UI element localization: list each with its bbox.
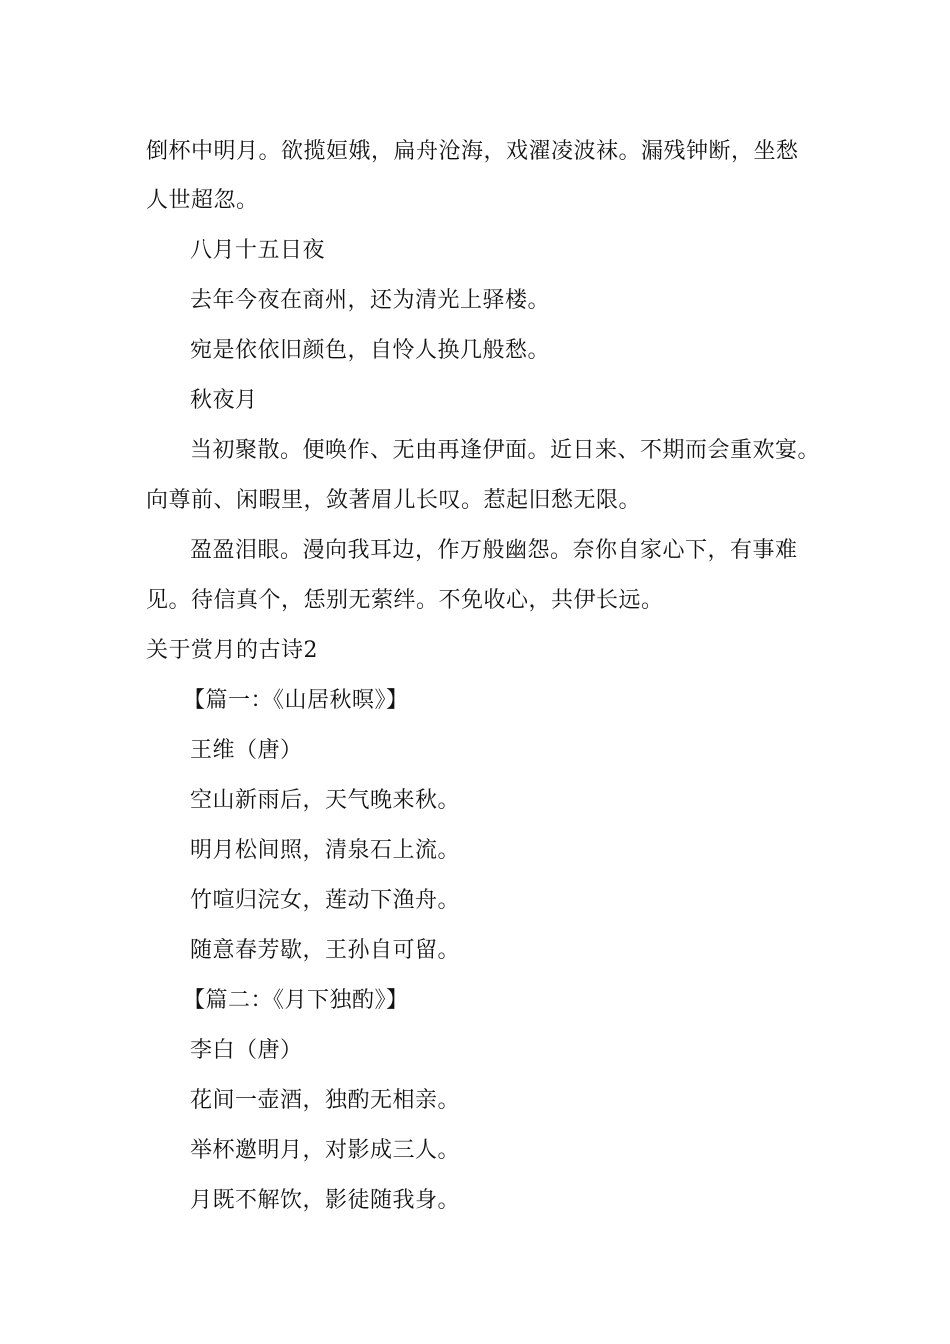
poem-line: 随意春芳歇，王孙自可留。 [190, 938, 461, 963]
poem-heading: 【篇一：《山居秋暝》】 [183, 688, 409, 713]
poem-heading: 【篇二：《月下独酌》】 [183, 988, 409, 1013]
poem-title: 秋夜月 [190, 388, 258, 413]
poem-line: 月既不解饮，影徒随我身。 [190, 1188, 461, 1213]
poem-line: 举杯邀明月，对影成三人。 [190, 1138, 461, 1163]
poem-line: 去年今夜在商州，还为清光上驿楼。 [190, 288, 551, 313]
poem-title: 八月十五日夜 [190, 238, 326, 263]
poem-line: 明月松间照，清泉石上流。 [190, 838, 461, 863]
section-heading: 关于赏月的古诗2 [146, 638, 318, 663]
poem-author: 王维（唐） [190, 738, 303, 763]
paragraph-line: 见。待信真个，恁别无萦绊。不免收心，共伊长远。 [146, 588, 664, 613]
poem-line: 花间一壶酒，独酌无相亲。 [190, 1088, 461, 1113]
paragraph-line: 人世超忽。 [146, 188, 259, 213]
poem-line: 宛是依依旧颜色，自怜人换几般愁。 [190, 338, 551, 363]
paragraph-line: 向尊前、闲暇里，敛著眉儿长叹。惹起旧愁无限。 [146, 488, 642, 513]
paragraph-line: 倒杯中明月。欲揽姮娥，扁舟沧海，戏濯凌波袜。漏残钟断，坐愁 [146, 139, 799, 164]
paragraph-line: 盈盈泪眼。漫向我耳边，作万般幽怨。奈你自家心下，有事难 [190, 538, 798, 563]
paragraph-line: 当初聚散。便唤作、无由再逢伊面。近日来、不期而会重欢宴。 [190, 438, 821, 463]
poem-author: 李白（唐） [190, 1038, 303, 1063]
poem-line: 竹喧归浣女，莲动下渔舟。 [190, 888, 461, 913]
poem-line: 空山新雨后，天气晚来秋。 [190, 788, 461, 813]
